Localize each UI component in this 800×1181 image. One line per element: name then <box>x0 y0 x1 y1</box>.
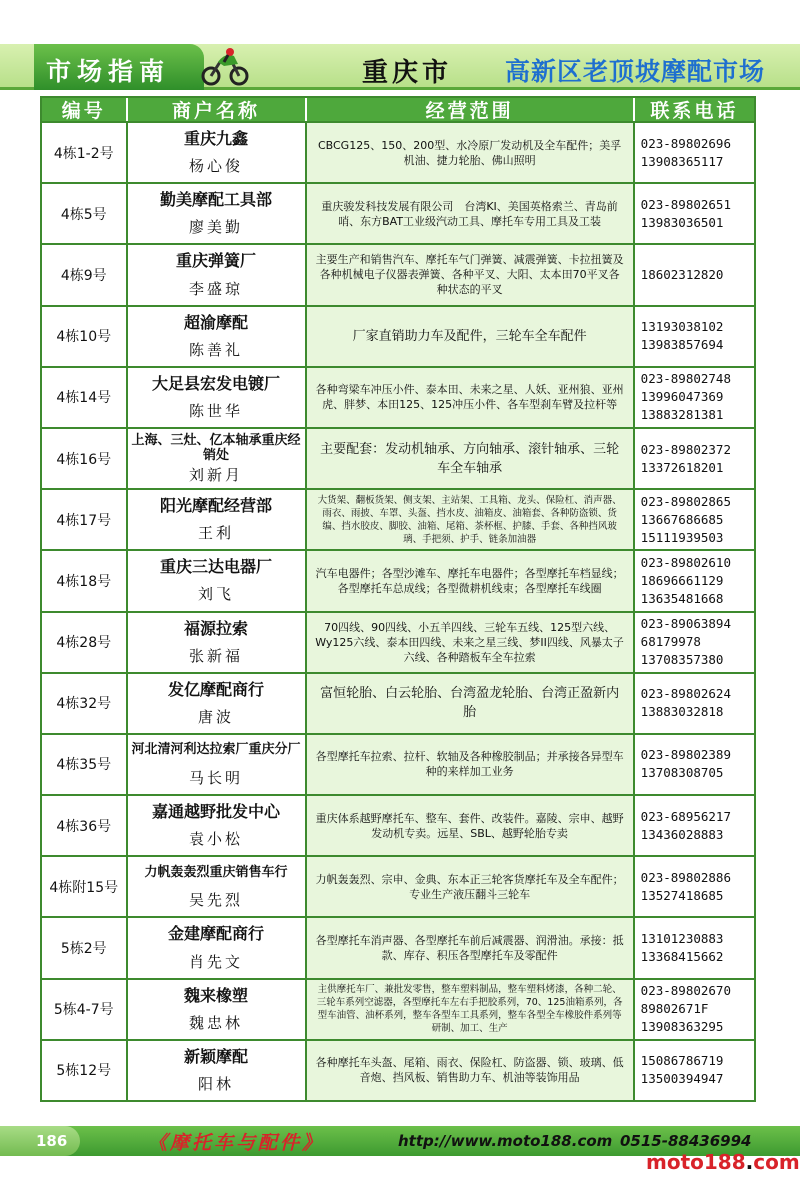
merchant-name: 大足县宏发电镀厂 <box>152 373 281 393</box>
phone-number: 023-89802372 <box>640 441 731 457</box>
merchant-cell <box>128 551 307 610</box>
phone-number: 023-89802886 <box>640 869 731 885</box>
phone-cell <box>635 490 754 549</box>
merchant-cell <box>128 857 307 916</box>
merchant-name: 嘉通越野批发中心 <box>152 802 281 822</box>
merchant-cell <box>128 490 307 549</box>
phone-number: 13667686685 <box>640 511 724 527</box>
contact-person: 张新福 <box>189 646 244 665</box>
motorcycle-icon <box>200 42 250 88</box>
phone-cell <box>635 918 754 977</box>
contact-person: 刘新月 <box>189 466 244 485</box>
table-row <box>40 429 756 490</box>
merchant-name: 上海、三灶、亿本轴承重庆经销处 <box>131 432 301 463</box>
contact-person: 李盛琼 <box>189 279 244 298</box>
table-row <box>40 796 756 857</box>
contact-person: 陈世华 <box>189 401 244 420</box>
business-scope: 各型摩托车拉索、拉杆、软轴及各种橡胶制品；并承接各异型车种的来样加工业务 <box>307 735 635 794</box>
table-body <box>40 123 756 1102</box>
phone-number: 023-89802748 <box>640 371 731 387</box>
merchant-name: 金建摩配商行 <box>168 924 265 944</box>
phone-number: 023-89802624 <box>640 686 731 702</box>
table-row <box>40 735 756 796</box>
table-row <box>40 918 756 979</box>
column-header-merchant: 商户名称 <box>128 98 307 121</box>
phone-number: 023-89802610 <box>640 554 731 570</box>
business-scope: 主供摩托车厂、兼批发零售，整车塑料制品，整车塑料烤漆，各种二轮、三轮车系列空滤器，各型摩托车左右手把胶系列，70、125油箱系列，各型车油管、油杯系列，整车各型车工具系列，整车各型全车橡胶件系列等研制、加工、生产 <box>307 980 635 1039</box>
phone-cell <box>635 735 754 794</box>
phone-number: 13708357380 <box>640 652 724 668</box>
contact-person: 阳林 <box>198 1074 235 1093</box>
merchant-number: 4栋9号 <box>42 245 128 304</box>
contact-person: 马长明 <box>189 768 244 787</box>
section-tab <box>34 44 204 90</box>
merchant-cell <box>128 368 307 427</box>
business-scope: 力帆轰轰烈、宗申、金典、东本正三轮客货摩托车及全车配件；专业生产液压翻斗三轮车 <box>307 857 635 916</box>
merchant-cell <box>128 123 307 182</box>
contact-person: 袁小松 <box>189 830 244 849</box>
phone-number: 13193038102 <box>640 319 724 335</box>
phone-cell <box>635 1041 754 1100</box>
phone-cell <box>635 184 754 243</box>
business-scope: 大货架、翻板货架、侧支架、主站架、工具箱、龙头、保险杠、消声器、雨衣、雨披、车罩、头盔、挡水皮、油箱皮、油箱套、各种防盗锁、货编、挡水胶皮、脚胶、油箱、尾箱、茶杯框、护膝、手套、各种挡风玻璃、手把须、护手、链条加油器 <box>307 490 635 549</box>
merchant-name: 重庆三达电器厂 <box>160 557 273 577</box>
table-row <box>40 857 756 918</box>
contact-person: 刘飞 <box>198 585 235 604</box>
phone-number: 13368415662 <box>640 949 724 965</box>
business-scope: CBCG125、150、200型、水冷原厂发动机及全车配件；美孚机油、捷力轮胎、佛山照明 <box>307 123 635 182</box>
phone-number: 023-89802651 <box>640 196 731 212</box>
page-header <box>0 0 800 92</box>
phone-cell <box>635 307 754 366</box>
business-scope: 各种摩托车头盔、尾箱、雨衣、保险杠、防盗器、锁、玻璃、低音炮、挡风板、销售助力车、机油等装饰用品 <box>307 1041 635 1100</box>
merchant-cell <box>128 796 307 855</box>
phone-number: 13101230883 <box>640 931 724 947</box>
phone-number: 023-89063894 <box>640 616 731 632</box>
watermark-right: com <box>753 1150 800 1174</box>
phone-number: 13436028883 <box>640 826 724 842</box>
contact-person: 王利 <box>198 524 235 543</box>
footer-tel: 0515-88436994 <box>620 1132 752 1150</box>
phone-number: 13635481668 <box>640 590 724 606</box>
business-scope: 汽车电器件；各型沙滩车、摩托车电器件；各型摩托车档显线；各型摩托车总成线；各型微耕机线束；各型摩托车线圈 <box>307 551 635 610</box>
phone-number: 68179978 <box>640 634 701 650</box>
phone-number: 13908363295 <box>640 1019 724 1035</box>
table-row <box>40 1041 756 1102</box>
phone-cell <box>635 245 754 304</box>
watermark <box>646 1150 800 1174</box>
merchant-number: 4栋16号 <box>42 429 128 488</box>
table-row <box>40 490 756 551</box>
page-number: 186 <box>0 1126 80 1156</box>
merchant-number: 4栋36号 <box>42 796 128 855</box>
merchant-number: 4栋1-2号 <box>42 123 128 182</box>
phone-cell <box>635 796 754 855</box>
contact-person: 廖美勤 <box>189 218 244 237</box>
merchant-name: 重庆九鑫 <box>184 129 249 149</box>
merchant-name: 福源拉索 <box>184 618 249 638</box>
phone-number: 13500394947 <box>640 1071 724 1087</box>
phone-cell <box>635 857 754 916</box>
phone-number: 023-68956217 <box>640 808 731 824</box>
watermark-left: moto188 <box>646 1150 746 1174</box>
phone-cell <box>635 980 754 1039</box>
phone-cell <box>635 674 754 733</box>
section-label: 市场指南 <box>46 57 171 86</box>
business-scope: 主要配套：发动机轴承、方向轴承、滚针轴承、三轮车全车轴承 <box>307 429 635 488</box>
merchant-cell <box>128 735 307 794</box>
phone-number: 15111939503 <box>640 529 724 545</box>
phone-number: 13983036501 <box>640 214 724 230</box>
merchant-cell <box>128 184 307 243</box>
merchant-name: 魏来橡塑 <box>184 985 249 1005</box>
business-scope: 各种弯梁车冲压小件、泰本田、未来之星、人妖、亚州狼、亚州虎、胖梦、本田125、125冲压小件、各车型刹车臂及拉杆等 <box>307 368 635 427</box>
business-scope: 各型摩托车消声器、各型摩托车前后减震器、润滑油。承接：抵款、库存、积压各型摩托车及零配件 <box>307 918 635 977</box>
phone-number: 15086786719 <box>640 1053 724 1069</box>
merchant-number: 4栋18号 <box>42 551 128 610</box>
merchant-name: 发亿摩配商行 <box>168 679 265 699</box>
phone-cell <box>635 123 754 182</box>
contact-person: 陈善礼 <box>189 340 244 359</box>
merchant-cell <box>128 245 307 304</box>
business-scope: 主要生产和销售汽车、摩托车气门弹簧、减震弹簧、卡拉扭簧及各种机械电子仪器表弹簧、各种平叉、大阳、太本田70平叉各种状态的平叉 <box>307 245 635 304</box>
phone-number: 89802671F <box>640 1001 709 1017</box>
merchant-table <box>40 96 756 1102</box>
table-row <box>40 307 756 368</box>
business-scope: 70四线、90四线、小五羊四线、三轮车五线、125型六线、Wy125六线、泰本田四线、未来之星三线、梦II四线、风暴太子六线、各种踏板车全车拉索 <box>307 613 635 672</box>
merchant-cell <box>128 307 307 366</box>
phone-number: 023-89802389 <box>640 747 731 763</box>
merchant-number: 4栋10号 <box>42 307 128 366</box>
merchant-name: 超渝摩配 <box>184 312 249 332</box>
merchant-number: 4栋17号 <box>42 490 128 549</box>
merchant-name: 力帆轰轰烈重庆销售车行 <box>144 864 288 880</box>
merchant-cell <box>128 1041 307 1100</box>
city-title: 重庆市 <box>362 58 453 88</box>
merchant-number: 4栋5号 <box>42 184 128 243</box>
merchant-name: 重庆弹簧厂 <box>176 251 257 271</box>
phone-cell <box>635 368 754 427</box>
table-row <box>40 123 756 184</box>
phone-number: 18696661129 <box>640 572 724 588</box>
merchant-number: 4栋35号 <box>42 735 128 794</box>
contact-person: 杨心俊 <box>189 157 244 176</box>
business-scope: 重庆骏发科技发展有限公司 台湾KI、美国英格索兰、青岛前哨、东方BAT工业级汽动工具、摩托车专用工具及工装 <box>307 184 635 243</box>
merchant-cell <box>128 613 307 672</box>
table-row <box>40 613 756 674</box>
magazine-title: 《摩托车与配件》 <box>148 1132 325 1154</box>
merchant-number: 4栋14号 <box>42 368 128 427</box>
merchant-number: 5栋2号 <box>42 918 128 977</box>
business-scope: 厂家直销助力车及配件，三轮车全车配件 <box>307 307 635 366</box>
phone-cell <box>635 613 754 672</box>
market-name: 高新区老顶坡摩配市场 <box>505 57 766 86</box>
phone-number: 023-89802670 <box>640 983 731 999</box>
merchant-name: 新颖摩配 <box>184 1046 249 1066</box>
contact-person: 魏忠林 <box>189 1013 244 1032</box>
table-row <box>40 551 756 612</box>
merchant-name: 河北清河利达拉索厂重庆分厂 <box>131 742 301 758</box>
table-header <box>40 96 756 123</box>
merchant-name: 阳光摩配经营部 <box>160 496 273 516</box>
contact-person: 吴先烈 <box>189 890 244 909</box>
business-scope: 富恒轮胎、白云轮胎、台湾盈龙轮胎、台湾正盈新内胎 <box>307 674 635 733</box>
column-header-scope: 经营范围 <box>307 98 635 121</box>
phone-number: 13883032818 <box>640 704 724 720</box>
merchant-cell <box>128 429 307 488</box>
phone-number: 13372618201 <box>640 459 724 475</box>
merchant-number: 4栋32号 <box>42 674 128 733</box>
merchant-number: 4栋28号 <box>42 613 128 672</box>
phone-number: 13908365117 <box>640 153 724 169</box>
phone-cell <box>635 429 754 488</box>
phone-number: 13527418685 <box>640 887 724 903</box>
merchant-number: 4栋附15号 <box>42 857 128 916</box>
business-scope: 重庆体系越野摩托车、整车、套件、改装件。嘉陵、宗申、越野发动机专卖。远星、SBL、越野轮胎专卖 <box>307 796 635 855</box>
footer-url[interactable]: http://www.moto188.com <box>398 1132 613 1150</box>
table-row <box>40 368 756 429</box>
phone-number: 18602312820 <box>640 266 724 282</box>
merchant-cell <box>128 674 307 733</box>
phone-number: 13708308705 <box>640 765 724 781</box>
table-row <box>40 674 756 735</box>
merchant-cell <box>128 980 307 1039</box>
table-row <box>40 980 756 1041</box>
merchant-cell <box>128 918 307 977</box>
table-row <box>40 245 756 306</box>
merchant-name: 勤美摩配工具部 <box>160 190 273 210</box>
contact-person: 肖先文 <box>189 952 244 971</box>
phone-number: 13883281381 <box>640 407 724 423</box>
merchant-number: 5栋4-7号 <box>42 980 128 1039</box>
table-row <box>40 184 756 245</box>
watermark-dot: . <box>745 1150 754 1174</box>
phone-number: 13996047369 <box>640 389 724 405</box>
merchant-number: 5栋12号 <box>42 1041 128 1100</box>
phone-number: 023-89802696 <box>640 135 731 151</box>
column-header-phone: 联系电话 <box>650 100 739 122</box>
column-header-number: 编号 <box>42 98 128 121</box>
phone-cell <box>635 551 754 610</box>
phone-number: 023-89802865 <box>640 493 731 509</box>
contact-person: 唐波 <box>198 707 235 726</box>
phone-number: 13983857694 <box>640 337 724 353</box>
